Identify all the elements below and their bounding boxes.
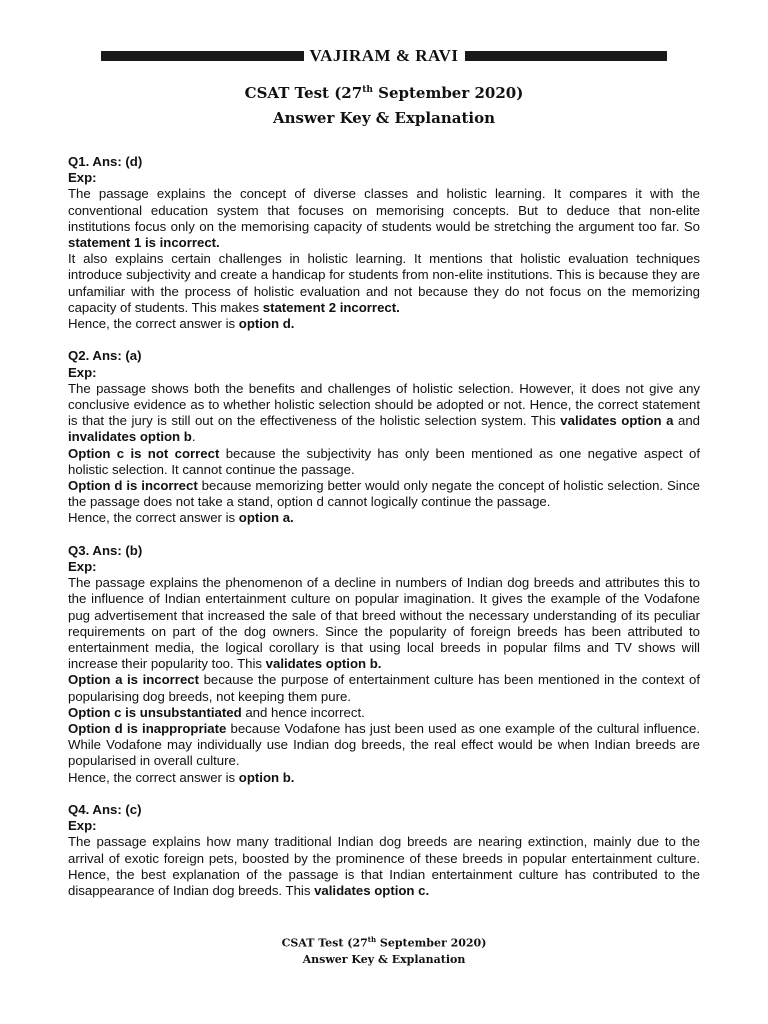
footer-subtitle: Answer Key & Explanation: [302, 952, 466, 966]
answer-heading: Q3. Ans: (b): [68, 542, 143, 558]
explanation-label: Exp:: [68, 364, 97, 380]
answer-heading: Q2. Ans: (a): [68, 348, 142, 364]
page-footer: [0, 932, 768, 968]
explanation-label: Exp:: [68, 559, 97, 575]
explanation-paragraph: It also explains certain challenges in holistic learning. It mentions that holistic evaluation techniques introduce subjectivity and create a handicap for students from non-elite institutions. This is because they are unfamiliar with the process of holistic evaluation and not because they do not focus on the memorizing capacity of students. This makes statement 2 incorrect.: [68, 251, 700, 315]
question-3: [68, 543, 700, 786]
option-a-note: Option a is incorrect because the purpose of entertainment culture has been mentioned in the context of popularising dog breeds, not keeping them pure.: [68, 672, 700, 704]
conclusion: Hence, the correct answer is option a.: [68, 510, 294, 526]
option-c-note: Option c is unsubstantiated and hence incorrect.: [68, 704, 365, 720]
brand-name: VAJIRAM & RAVI: [309, 46, 459, 65]
answer-heading: Q4. Ans: (c): [68, 802, 142, 818]
explanation-paragraph: The passage explains the phenomenon of a decline in numbers of Indian dog breeds and attributes this to the influence of Indian entertainment culture on popular imagination. It gives the example of the Vodafone pug advertisement that increased the sale of that breed without the necessary understanding of its peculiar requirements on part of the dog owners. Since the popularity of foreign breeds has been attributed to entertainment media, the logical corollary is that using local breeds in popular films and TV shows will increase their popularity too. This validates option b.: [68, 575, 700, 672]
conclusion: Hence, the correct answer is option b.: [68, 769, 295, 785]
question-4: [68, 802, 700, 899]
test-subtitle: Answer Key & Explanation: [273, 109, 495, 127]
document-title: [0, 78, 768, 131]
answer-content: [68, 154, 700, 915]
banner-rule-right: [465, 51, 668, 61]
answer-heading: Q1. Ans: (d): [68, 154, 143, 169]
conclusion: Hence, the correct answer is option d.: [68, 316, 295, 332]
explanation-paragraph: The passage explains the concept of diverse classes and holistic learning. It compares it with the conventional education system that focuses on memorising concepts. But to deduce that non-elite institutions focus only on the memorising capacity of students would be stretching the argument too far. So statement 1 is incorrect.: [68, 186, 700, 251]
question-1: [68, 154, 700, 332]
explanation-paragraph: The passage shows both the benefits and challenges of holistic selection. However, it does not give any conclusive evidence as to whether holistic selection should be adopted or not. Hence, the correct statement is that the jury is still out on the effectiveness of the holistic selection system. This validates option a and invalidates option b.: [68, 380, 700, 445]
footer-title: CSAT Test (27th September 2020): [281, 935, 487, 950]
option-c-note: Option c is not correct because the subjectivity has only been mentioned as one negative aspect of holistic selection. It cannot continue the passage.: [68, 445, 701, 477]
question-2: [68, 348, 700, 526]
explanation-label: Exp:: [68, 818, 97, 834]
banner-rule-left: [101, 51, 304, 61]
option-d-note: Option d is incorrect because memorizing better would only negate the concept of holistic selection. Since the passage does not take a stand, option d cannot logically continue the passage.: [68, 478, 700, 510]
explanation-paragraph: The passage explains how many traditional Indian dog breeds are nearing extinction, mainly due to the arrival of exotic foreign pets, boosted by the prominence of these breeds in popular entertainment culture. Hence, the best explanation of the passage is that Indian entertainment culture has contributed to the disappearance of Indian dog breeds. This validates option c.: [68, 834, 700, 899]
test-title: CSAT Test (27th September 2020): [244, 84, 524, 102]
option-d-note: Option d is inappropriate because Vodafone has just been used as one example of the cultural influence. While Vodafone may individually use Indian dog breeds, the real effect would be when Indian breeds are popularised in overall culture.: [68, 721, 700, 769]
explanation-label: Exp:: [68, 170, 97, 186]
header-banner: [101, 46, 667, 66]
